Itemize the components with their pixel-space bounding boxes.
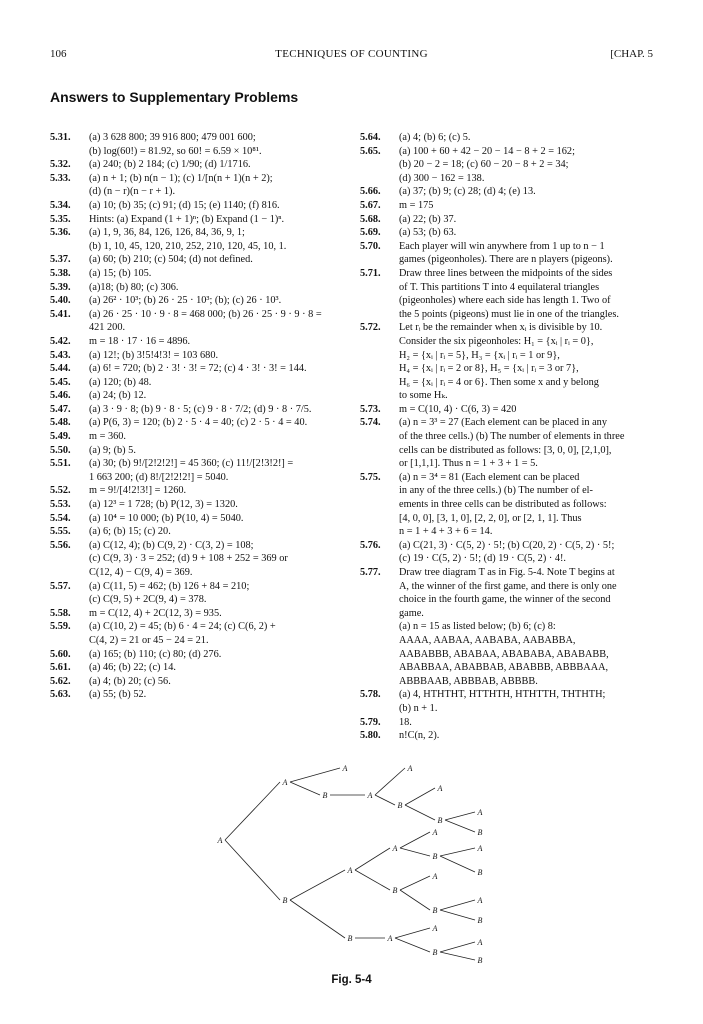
answer-entry: [50, 539, 346, 580]
answer-text: (a) 4, HTHTHT, HTTHTH, HTHTTH, THTHTH;: [399, 689, 606, 701]
answer-text: of the three cells.) (b) The number of elements in three: [399, 431, 625, 443]
answer-number: 5.45.: [50, 376, 71, 388]
answer-number: 5.75.: [360, 471, 381, 483]
answer-text: (b) n + 1.: [399, 702, 438, 714]
tree-edge: [290, 900, 345, 938]
answer-text: Consider the six pigeonholes: H₁ = {xᵢ | rᵢ = 0},: [399, 335, 594, 347]
answer-entry: [50, 267, 346, 281]
tree-node-label: A: [477, 808, 483, 817]
answer-entry: [50, 648, 346, 662]
answer-number: 5.42.: [50, 335, 71, 347]
answer-entry: [50, 580, 346, 607]
tree-edge: [405, 805, 435, 820]
tree-node-label: A: [342, 764, 348, 773]
answer-number: 5.36.: [50, 227, 71, 239]
answer-text: (a) 4; (b) 6; (c) 5.: [399, 132, 471, 143]
tree-edge: [440, 910, 475, 920]
answer-text: ABABBAA, ABABBAB, ABABBB, ABBBAAA,: [399, 662, 609, 674]
answer-number: 5.39.: [50, 281, 71, 293]
answer-number: 5.70.: [360, 240, 381, 252]
answer-entry: [50, 484, 346, 498]
answer-text: game.: [399, 607, 424, 619]
answer-entry: [50, 158, 346, 172]
answer-text: of T. This partitions T into 4 equilateral triangles: [399, 281, 600, 293]
tree-node-label: A: [367, 791, 373, 800]
answer-text: or [1,1,1]. Thus n = 1 + 3 + 1 = 5.: [399, 458, 538, 470]
answer-text: A, the winner of the first game, and there is only one: [399, 580, 617, 592]
answer-text: (a)18; (b) 80; (c) 306.: [89, 281, 179, 293]
answer-text: H₂ = {xᵢ | rᵢ = 5}, H₃ = {xᵢ | rᵢ = 1 or 9},: [399, 349, 560, 361]
answer-entry: [50, 498, 346, 512]
answer-entry: [360, 213, 656, 227]
tree-diagram-figure: [210, 760, 510, 965]
answer-entry: [360, 566, 656, 688]
tree-edge: [400, 848, 430, 856]
answer-entry: [50, 688, 346, 702]
answer-text: (a) 24; (b) 12.: [89, 390, 147, 402]
answer-entry: [360, 403, 656, 417]
answer-text: (a) 26² · 10³; (b) 26 · 25 · 10³; (b); (c) 26 · 10³.: [89, 295, 282, 307]
tree-edge: [440, 900, 475, 910]
answer-number: 5.46.: [50, 390, 71, 402]
answer-text: m = C(12, 4) + 2C(12, 3) = 935.: [89, 607, 222, 619]
answer-text: the 5 points (pigeons) must lie in one of the triangles.: [399, 308, 619, 320]
answer-entry: [50, 512, 346, 526]
answer-text: (a) 55; (b) 52.: [89, 689, 147, 701]
answer-entry: [50, 376, 346, 390]
answer-text: AAAA, AABAA, AABABA, AABABBA,: [399, 634, 576, 646]
answer-entry: [360, 185, 656, 199]
answer-entry: [50, 403, 346, 417]
answer-text: to some Hₖ.: [399, 390, 448, 402]
answer-number: 5.64.: [360, 132, 381, 143]
answer-text: Each player will win anywhere from 1 up to n − 1: [399, 240, 605, 252]
answer-number: 5.47.: [50, 403, 71, 415]
answer-entry: [50, 294, 346, 308]
tree-edge: [290, 782, 320, 795]
tree-node-label: A: [477, 844, 483, 853]
tree-node-label: A: [432, 872, 438, 881]
answer-text: (a) C(21, 3) · C(5, 2) · 5!; (b) C(20, 2) · C(5, 2) · 5!;: [399, 539, 615, 551]
answer-number: 5.40.: [50, 295, 71, 307]
answer-number: 5.62.: [50, 675, 71, 687]
answer-number: 5.52.: [50, 485, 71, 497]
answer-text: (a) n = 3³ = 27 (Each element can be placed in any: [399, 417, 607, 429]
answer-number: 5.31.: [50, 132, 71, 143]
answer-entry: [360, 729, 656, 743]
answer-text: [4, 0, 0], [3, 1, 0], [2, 2, 0], or [2, 1, 1]. Thus: [399, 512, 582, 524]
answer-number: 5.60.: [50, 648, 71, 660]
answer-number: 5.77.: [360, 567, 381, 578]
answer-entry: [50, 457, 346, 484]
answer-number: 5.66.: [360, 186, 381, 198]
tree-node-label: A: [477, 896, 483, 905]
answer-entry: [360, 688, 656, 715]
answer-entry: [50, 226, 346, 253]
tree-node-label: A: [432, 828, 438, 837]
answer-number: 5.56.: [50, 539, 71, 551]
tree-edge: [225, 782, 280, 840]
answer-entry: [360, 416, 656, 470]
answer-number: 5.68.: [360, 213, 381, 225]
answer-text: (a) 37; (b) 9; (c) 28; (d) 4; (e) 13.: [399, 186, 536, 198]
answer-text: Draw tree diagram T as in Fig. 5-4. Note T begins at: [399, 567, 615, 578]
answer-text: (a) 3 · 9 · 8; (b) 9 · 8 · 5; (c) 9 · 8 · 7/2; (d) 9 · 8 · 7/5.: [89, 403, 312, 415]
answer-text: (c) C(9, 3) · 3 = 252; (d) 9 + 108 + 252 = 369 or: [89, 553, 288, 565]
answer-text: (c) 19 · C(5, 2) · 5!; (d) 19 · C(5, 2) · 4!.: [399, 553, 566, 565]
answer-entry: [50, 389, 346, 403]
tree-node-label: A: [387, 934, 393, 943]
tree-edge: [445, 820, 475, 832]
answer-entry: [50, 349, 346, 363]
answer-text: n = 1 + 4 + 3 + 6 = 14.: [399, 526, 493, 538]
answers-left-column: [50, 131, 346, 702]
answer-text: ABBBAAB, ABBBAB, ABBBB.: [399, 675, 538, 687]
answer-entry: [50, 213, 346, 227]
answer-text: H₆ = {xᵢ | rᵢ = 4 or 6}. Then some x and y belong: [399, 376, 599, 388]
answer-text: H₄ = {xᵢ | rᵢ = 2 or 8}, H₅ = {xᵢ | rᵢ = 3 or 7},: [399, 363, 579, 375]
answer-number: 5.71.: [360, 267, 381, 279]
answer-text: cells can be distributed as follows: [3, 0, 0], [2,1,0],: [399, 444, 612, 456]
page-number: 106: [50, 48, 67, 60]
tree-edge: [405, 788, 435, 805]
answer-text: (a) 22; (b) 37.: [399, 213, 457, 225]
answer-text: C(12, 4) − C(9, 4) = 369.: [89, 567, 193, 578]
tree-edge: [440, 952, 475, 960]
answer-number: 5.33.: [50, 172, 71, 184]
answer-number: 5.76.: [360, 539, 381, 551]
answer-number: 5.73.: [360, 403, 381, 415]
answer-text: 1 663 200; (d) 8!/[2!2!2!] = 5040.: [89, 471, 229, 483]
answer-text: (a) 165; (b) 110; (c) 80; (d) 276.: [89, 648, 222, 660]
answer-text: m = C(10, 4) · C(6, 3) = 420: [399, 403, 517, 415]
answer-text: (a) P(6, 3) = 120; (b) 2 · 5 · 4 = 40; (c) 2 · 5 · 4 = 40.: [89, 417, 308, 429]
answer-text: (a) n + 1; (b) n(n − 1); (c) 1/[n(n + 1)(n + 2);: [89, 172, 273, 184]
tree-node-label: B: [322, 791, 328, 800]
answer-text: ements in three cells can be distributed as follows:: [399, 499, 607, 511]
answer-text: (a) n = 3⁴ = 81 (Each element can be placed: [399, 471, 580, 483]
answer-number: 5.44.: [50, 363, 71, 375]
tree-edge: [355, 870, 390, 890]
answer-number: 5.49.: [50, 431, 71, 443]
tree-node-label: A: [477, 938, 483, 947]
answer-entry: [360, 539, 656, 566]
answer-text: (a) 26 · 25 · 10 · 9 · 8 = 468 000; (b) 26 · 25 · 9 · 9 · 8 =: [89, 308, 322, 320]
answer-entry: [50, 335, 346, 349]
answer-number: 5.58.: [50, 607, 71, 619]
answer-entry: [50, 362, 346, 376]
answer-text: (b) 1, 10, 45, 120, 210, 252, 210, 120, 45, 10, 1.: [89, 240, 287, 252]
answer-entry: [50, 620, 346, 647]
answer-text: games (pigeonholes). There are n players (pigeons).: [399, 254, 613, 266]
answer-number: 5.53.: [50, 499, 71, 511]
answer-entry: [50, 525, 346, 539]
answer-entry: [360, 199, 656, 213]
answer-text: m = 18 · 17 · 16 = 4896.: [89, 335, 191, 347]
tree-node-label: B: [432, 906, 438, 915]
answer-number: 5.67.: [360, 199, 381, 211]
answer-text: (a) C(12, 4); (b) C(9, 2) · C(3, 2) = 108;: [89, 539, 254, 551]
answer-entry: [360, 240, 656, 267]
section-title: Answers to Supplementary Problems: [50, 89, 299, 105]
tree-edge: [440, 848, 475, 856]
running-title: TECHNIQUES OF COUNTING: [275, 48, 428, 60]
answer-text: (a) 3 628 800; 39 916 800; 479 001 600;: [89, 132, 256, 143]
tree-edge: [400, 876, 430, 890]
answer-text: Hints: (a) Expand (1 + 1)ⁿ; (b) Expand (1 − 1)ⁿ.: [89, 213, 285, 225]
answer-entry: [50, 172, 346, 199]
answer-text: (pigeonholes) where each side has length 1. Two of: [399, 295, 611, 307]
answer-number: 5.61.: [50, 662, 71, 674]
chapter-label: [CHAP. 5: [610, 48, 653, 60]
tree-node-label: A: [407, 764, 413, 773]
answer-number: 5.74.: [360, 417, 381, 429]
answer-text: in any of the three cells.) (b) The number of el-: [399, 485, 593, 497]
answer-text: (b) 20 − 2 = 18; (c) 60 − 20 − 8 + 2 = 34;: [399, 159, 569, 171]
answer-text: (d) (n − r)(n − r + 1).: [89, 186, 176, 198]
answer-text: (a) 240; (b) 2 184; (c) 1/90; (d) 1/1716.: [89, 159, 251, 171]
figure-caption: Fig. 5-4: [331, 974, 372, 986]
answers-right-column: [360, 131, 656, 743]
tree-edge: [355, 848, 390, 870]
tree-node-label: A: [432, 924, 438, 933]
tree-node-label: B: [392, 886, 398, 895]
answer-number: 5.50.: [50, 444, 71, 456]
answer-entry: [50, 281, 346, 295]
answer-text: (a) n = 15 as listed below; (b) 6; (c) 8:: [399, 621, 556, 633]
tree-node-label: B: [477, 828, 483, 837]
answer-text: (a) 53; (b) 63.: [399, 227, 457, 239]
tree-node-label: B: [432, 852, 438, 861]
answer-number: 5.38.: [50, 267, 71, 279]
answer-text: 18.: [399, 716, 412, 728]
tree-edge: [440, 856, 475, 872]
tree-edge: [290, 870, 345, 900]
answer-text: AABABBB, ABABAA, ABABABA, ABABABB,: [399, 648, 609, 660]
answer-text: m = 9!/[4!2!3!] = 1260.: [89, 485, 187, 497]
answer-number: 5.35.: [50, 213, 71, 225]
answer-number: 5.79.: [360, 716, 381, 728]
answer-text: n!C(n, 2).: [399, 730, 440, 742]
tree-node-label: B: [347, 934, 353, 943]
answer-entry: [360, 716, 656, 730]
answer-text: (a) 120; (b) 48.: [89, 376, 152, 388]
answer-number: 5.72.: [360, 322, 381, 334]
answer-text: (a) 6! = 720; (b) 2 · 3! · 3! = 72; (c) 4 · 3! · 3! = 144.: [89, 363, 307, 375]
answer-text: (a) C(11, 5) = 462; (b) 126 + 84 = 210;: [89, 580, 250, 592]
tree-node-label: B: [282, 896, 288, 905]
answer-text: (a) 60; (b) 210; (c) 504; (d) not defined.: [89, 254, 253, 266]
tree-edge: [395, 938, 430, 952]
answer-text: (a) 6; (b) 15; (c) 20.: [89, 526, 171, 538]
answer-number: 5.59.: [50, 621, 71, 633]
answer-number: 5.37.: [50, 254, 71, 266]
tree-edge: [225, 840, 280, 900]
answer-number: 5.54.: [50, 512, 71, 524]
answer-entry: [50, 253, 346, 267]
answer-number: 5.57.: [50, 580, 71, 592]
answer-entry: [50, 416, 346, 430]
answer-entry: [360, 226, 656, 240]
tree-node-label: B: [432, 948, 438, 957]
answer-entry: [50, 131, 346, 158]
answer-text: (a) 10⁴ = 10 000; (b) P(10, 4) = 5040.: [89, 512, 244, 524]
tree-edge: [400, 832, 430, 848]
tree-edge: [400, 890, 430, 910]
answer-entry: [50, 308, 346, 335]
tree-node-label: B: [477, 916, 483, 925]
answer-text: (a) 30; (b) 9!/[2!2!2!] = 45 360; (c) 11!/[2!3!2!] =: [89, 458, 294, 470]
tree-node-label: B: [477, 868, 483, 877]
answer-number: 5.41.: [50, 308, 71, 320]
answer-entry: [50, 444, 346, 458]
answer-text: Let rᵢ be the remainder when xᵢ is divisible by 10.: [399, 322, 603, 334]
answer-text: 421 200.: [89, 322, 126, 334]
answer-text: m = 175: [399, 199, 434, 211]
answer-text: (a) 4; (b) 20; (c) 56.: [89, 675, 171, 687]
tree-node-label: B: [477, 956, 483, 965]
answer-number: 5.78.: [360, 689, 381, 701]
answer-text: (a) 15; (b) 105.: [89, 267, 152, 279]
answer-entry: [50, 430, 346, 444]
answer-number: 5.34.: [50, 199, 71, 211]
answer-text: (a) C(10, 2) = 45; (b) 6 · 4 = 24; (c) C(6, 2) +: [89, 621, 276, 633]
answer-number: 5.51.: [50, 458, 71, 470]
tree-node-label: A: [437, 784, 443, 793]
tree-edge: [290, 768, 340, 782]
running-head: [50, 48, 653, 62]
answer-text: (c) C(9, 5) + 2C(9, 4) = 378.: [89, 594, 207, 606]
answer-text: (d) 300 − 162 = 138.: [399, 172, 485, 184]
answer-entry: [50, 607, 346, 621]
answer-text: (a) 100 + 60 + 42 − 20 − 14 − 8 + 2 = 162;: [399, 145, 575, 157]
answer-number: 5.80.: [360, 730, 381, 742]
answer-text: choice in the fourth game, the winner of the second: [399, 594, 611, 606]
tree-edge: [445, 812, 475, 820]
answer-entry: [360, 131, 656, 145]
answer-entry: [360, 145, 656, 186]
tree-node-label: B: [437, 816, 443, 825]
answer-text: Draw three lines between the midpoints of the sides: [399, 267, 613, 279]
answer-text: m = 360.: [89, 431, 126, 443]
tree-edge: [395, 928, 430, 938]
answer-number: 5.63.: [50, 689, 71, 701]
answer-entry: [50, 661, 346, 675]
tree-node-label: A: [217, 836, 223, 845]
answer-number: 5.69.: [360, 227, 381, 239]
answer-entry: [360, 471, 656, 539]
tree-edge: [375, 768, 405, 795]
answer-text: (a) 12³ = 1 728; (b) P(12, 3) = 1320.: [89, 499, 238, 511]
tree-edge: [440, 942, 475, 952]
answer-entry: [50, 199, 346, 213]
answer-entry: [360, 321, 656, 403]
answer-text: C(4, 2) = 21 or 45 − 24 = 21.: [89, 634, 209, 646]
tree-node-label: A: [347, 866, 353, 875]
answer-number: 5.43.: [50, 349, 71, 361]
answer-text: (a) 1, 9, 36, 84, 126, 126, 84, 36, 9, 1;: [89, 227, 245, 239]
tree-node-label: B: [397, 801, 403, 810]
answer-text: (a) 12!; (b) 3!5!4!3! = 103 680.: [89, 349, 219, 361]
answer-entry: [360, 267, 656, 321]
answer-number: 5.65.: [360, 145, 381, 157]
answer-number: 5.48.: [50, 417, 71, 429]
answer-number: 5.55.: [50, 526, 71, 538]
answer-number: 5.32.: [50, 159, 71, 171]
tree-node-label: A: [392, 844, 398, 853]
tree-edge: [375, 795, 395, 805]
answer-text: (a) 10; (b) 35; (c) 91; (d) 15; (e) 1140; (f) 816.: [89, 199, 280, 211]
tree-node-label: A: [282, 778, 288, 787]
answer-text: (a) 9; (b) 5.: [89, 444, 136, 456]
answer-text: (b) log(60!) = 81.92, so 60! = 6.59 × 10⁸¹.: [89, 145, 262, 157]
answer-text: (a) 46; (b) 22; (c) 14.: [89, 662, 176, 674]
answer-entry: [50, 675, 346, 689]
